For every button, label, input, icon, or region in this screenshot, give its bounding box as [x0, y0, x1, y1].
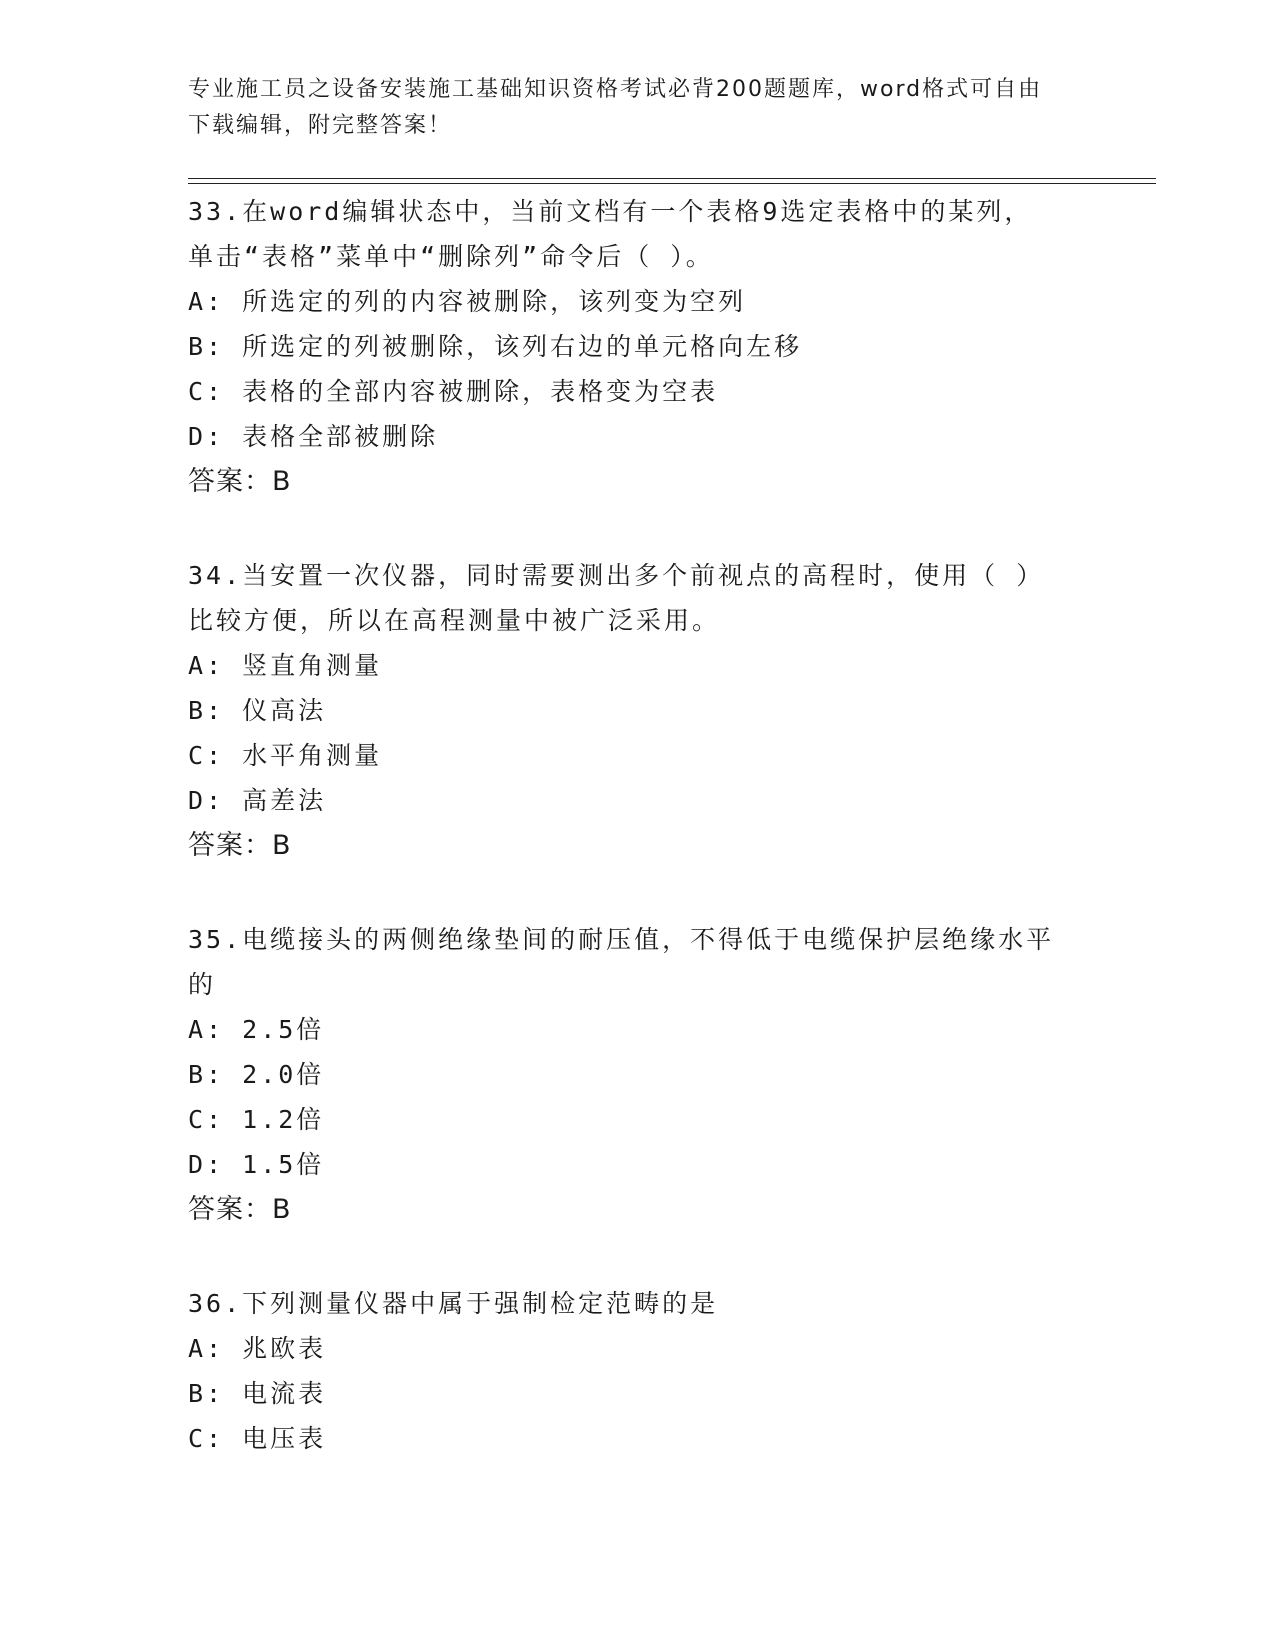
question-stem-line: 33.在word编辑状态中，当前文档有一个表格9选定表格中的某列， [188, 197, 1033, 226]
header-line-2: 下载编辑，附完整答案！ [188, 113, 453, 138]
question-stem-line: 34.当安置一次仪器，同时需要测出多个前视点的高程时，使用（ ） [188, 561, 1045, 590]
header-divider-bottom [188, 183, 1156, 184]
option-b: B: 2.0倍 [188, 1060, 325, 1089]
option-c: C: 1.2倍 [188, 1105, 325, 1134]
question-stem-line: 单击“表格”菜单中“删除列”命令后（ ）。 [188, 242, 714, 271]
answer: 答案：B [188, 1194, 292, 1225]
header-divider-top [188, 178, 1156, 179]
option-d: D: 表格全部被删除 [188, 422, 439, 451]
option-a: A: 竖直角测量 [188, 651, 383, 680]
document-header [188, 72, 1088, 144]
question-33 [188, 189, 1088, 504]
question-35 [188, 917, 1088, 1232]
option-b: B: 仪高法 [188, 696, 327, 725]
question-stem-line: 比较方便，所以在高程测量中被广泛采用。 [188, 606, 721, 635]
option-b: B: 电流表 [188, 1379, 327, 1408]
question-stem-line: 36.下列测量仪器中属于强制检定范畴的是 [188, 1289, 719, 1318]
question-34 [188, 553, 1088, 868]
header-line-1: 专业施工员之设备安装施工基础知识资格考试必背200题题库，word格式可自由 [188, 77, 1043, 102]
question-stem-line: 35.电缆接头的两侧绝缘垫间的耐压值，不得低于电缆保护层绝缘水平 [188, 925, 1055, 954]
question-36 [188, 1281, 1088, 1461]
question-stem-line: 的 [188, 970, 217, 999]
option-a: A: 所选定的列的内容被删除，该列变为空列 [188, 287, 747, 316]
option-c: C: 水平角测量 [188, 741, 383, 770]
option-a: A: 兆欧表 [188, 1334, 327, 1363]
option-a: A: 2.5倍 [188, 1015, 325, 1044]
option-d: D: 1.5倍 [188, 1150, 325, 1179]
option-c: C: 表格的全部内容被删除，表格变为空表 [188, 377, 719, 406]
option-c: C: 电压表 [188, 1424, 327, 1453]
answer: 答案：B [188, 466, 292, 497]
answer: 答案：B [188, 830, 292, 861]
option-b: B: 所选定的列被删除，该列右边的单元格向左移 [188, 332, 803, 361]
option-d: D: 高差法 [188, 786, 327, 815]
